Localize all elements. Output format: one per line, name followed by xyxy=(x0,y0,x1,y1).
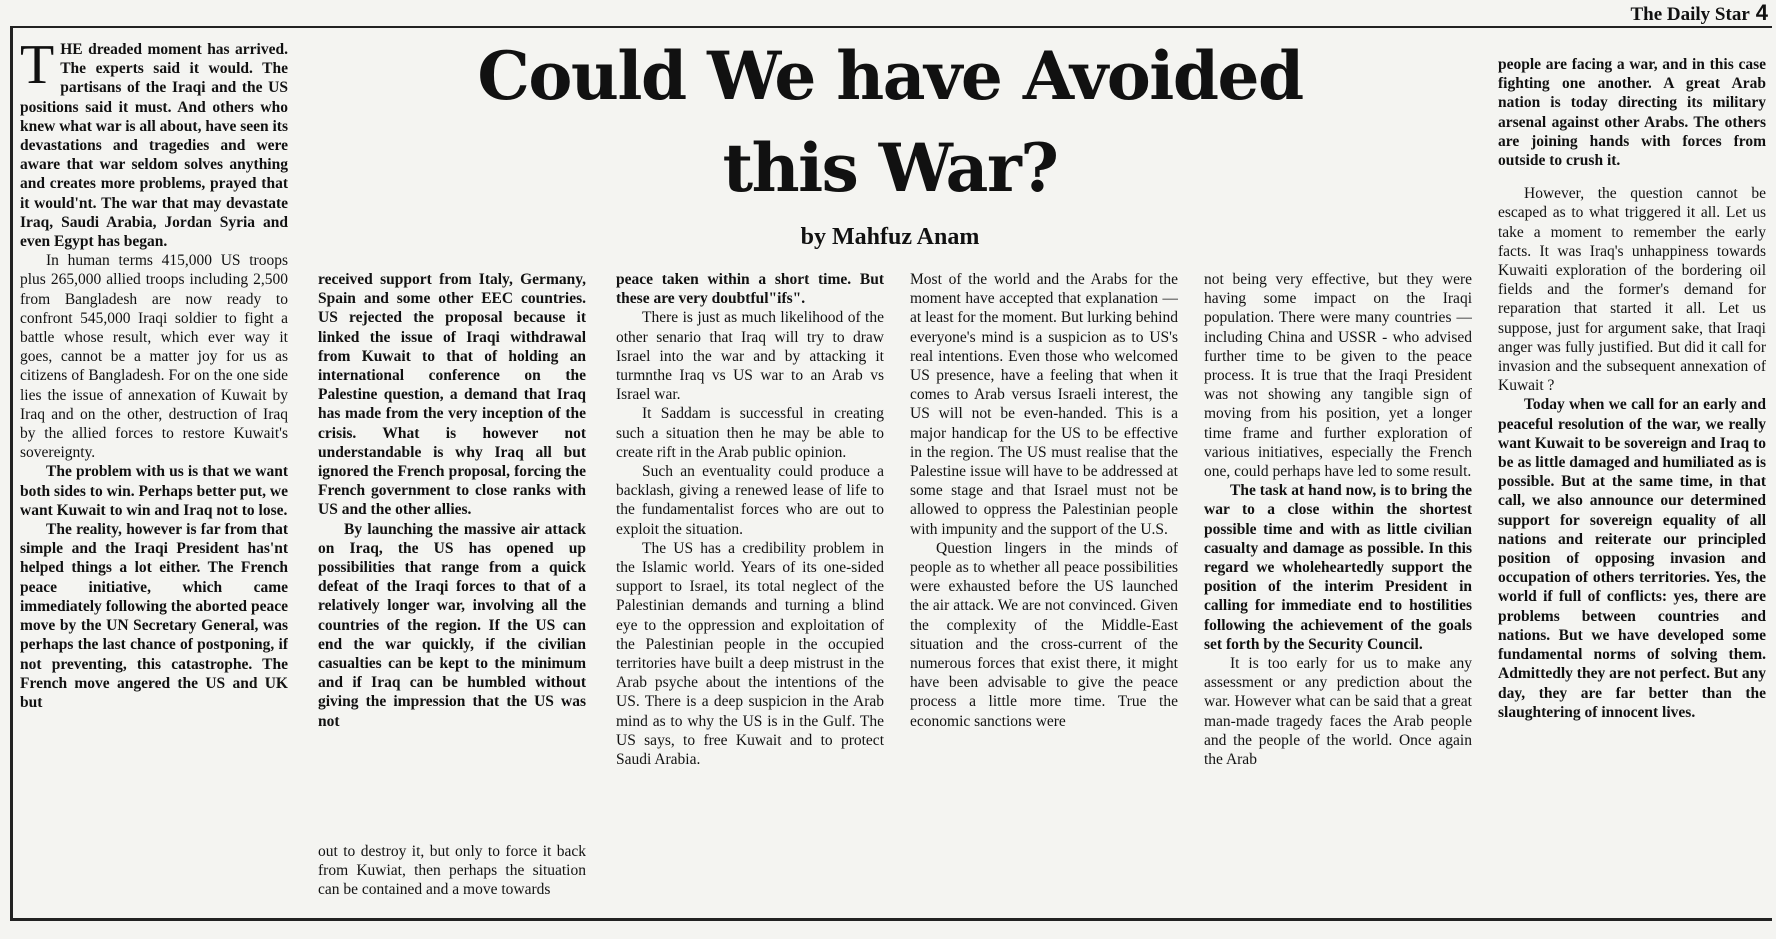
paragraph: In human terms 415,000 US troops plus 265,000 allied troops including 2,500 from Bangladesh are now ready to confront 545,000 Iraqi soldier to fight a battle whose result, which ever way it goes, cannot be a matter joy for us as citizens of Bangladesh. For on the one side lies the issue of annexation of Kuwait by Iraq and on the other, destruction of Iraq by the allied forces to restore Kuwait's sovereignty. xyxy=(20,252,288,462)
paragraph: received support from Italy, Germany, Spain and some other EEC countries. US rejected the proposal because it linked the issue of Iraqi withdrawal from Kuwait to that of holding an international conference on the Palestine question, a demand that Iraq has made from the very inception of the crisis. What is however not understandable is why Iraq all but ignored the French proposal, forcing the French government to close ranks with US and the other allies. xyxy=(318,271,586,519)
paragraph: Most of the world and the Arabs for the moment have accepted that explanation — at least for the moment. But lurking behind everyone's mind is a suspicion as to US's real intentions. Even those who welcomed US presence, have a feeling that when it comes to Arab versus Israeli interest, the US will not be even-handed. This is a major handicap for the US to be effective in the region. The US must realise that the Palestine issue will have to be addressed at some stage and that Israel must not be allowed to oppress the Palestinian people with impunity and the support of the U.S. xyxy=(910,271,1178,538)
paragraph: However, the question cannot be escaped as to what triggered it all. Let us take a moment to remember the early facts. It was Iraq's unhappiness towards Kuwaiti exploration of the bordering oil fields and the former's demand for reparation that started it all. Let us suppose, just for argument sake, that Iraqi anger was fully justified. But did it call for invasion and the subsequent annexation of Kuwait ? xyxy=(1498,185,1766,395)
paragraph: not being very effective, but they were having some impact on the Iraqi population. There were many countries — including China and USSR - who advised further time to be given to the peace process. It is true that the Iraqi President was not showing any tangible sign of moving from his position, yet a longer time frame and further exploration of various initiatives, especially the French one, could perhaps have led to some result. xyxy=(1204,271,1472,481)
article-column-2-continued xyxy=(318,842,586,918)
article-column-3 xyxy=(616,270,884,918)
paragraph: Question lingers in the minds of people as to whether all peace possibilities were exhausted before the US launched the air attack. We are not convinced. Given the complexity of the Middle-East situation and the cross-current of the numerous forces that exist there, it might have been advisable to give the peace process a little more time. True the economic sanctions were xyxy=(910,539,1178,730)
paragraph: people are facing a war, and in this case fighting one another. A great Arab nation is today directing its military arsenal against other Arabs. The others are joining hands with forces from outside to crush it. xyxy=(1498,56,1766,170)
masthead-name: The Daily Star xyxy=(1630,4,1750,25)
paragraph: Today when we call for an early and peaceful resolution of the war, we really want Kuwait to be sovereign and Iraq to be as little damaged and humiliated as is possible. But at the same time, in that call, we also announce our determined support for sovereign equality of all nations and reiterate our principled position of opposing invasion and occupation of others territories. Yes, the world if full of conflicts: yes, there are problems between countries and nations. But we have developed some fundamental norms of solving them. Admittedly they are not perfect. But any day, they are far better than the slaughtering of innocent lives. xyxy=(1498,396,1766,721)
paragraph: The US has a credibility problem in the Islamic world. Years of its one-sided support to Israel, its total neglect of the Palestinian demands and turning a blind eye to the oppression and exploitation of the Palestinian people in the occupied territories have built a deep mistrust in the Arab psyche about the intentions of the US. There is a deep suspicion in the Arab mind as to why the US is in the Gulf. The US says, to free Kuwait and to protect Saudi Arabia. xyxy=(616,539,884,769)
article-column-1 xyxy=(20,40,288,918)
paragraph: out to destroy it, but only to force it back from Kuwiat, then perhaps the situation can be contained and a move towards xyxy=(318,843,586,899)
left-rule xyxy=(10,26,13,921)
headline: Could We have Avoided this War? xyxy=(477,37,1303,207)
article-column-4 xyxy=(910,270,1178,918)
paragraph: It Saddam is successful in creating such a situation then he may be able to create rift in the Arab public opinion. xyxy=(616,405,884,461)
paragraph: There is just as much likelihood of the other senario that Iraq will try to draw Israel into the war and by attacking it turmnthe Iraq vs US war to an Arab vs Israel war. xyxy=(616,309,884,404)
top-rule xyxy=(10,26,1772,28)
masthead xyxy=(1630,0,1768,26)
paragraph: It is too early for us to make any assessment or any prediction about the war. However what can be said that a great man-made tragedy faces the Arab people and the people of the world. Once again the Arab xyxy=(1204,655,1472,769)
article-column-5 xyxy=(1204,270,1472,918)
paragraph: Such an eventuality could produce a backlash, giving a renewed lease of life to the fundamentalist forces who are out to exploit the situation. xyxy=(616,463,884,538)
page-number: 4 xyxy=(1755,0,1768,25)
bottom-rule xyxy=(10,918,1772,921)
drop-cap: T xyxy=(20,40,55,96)
article-column-2 xyxy=(318,270,586,838)
byline: by Mahfuz Anam xyxy=(800,224,980,250)
paragraph: peace taken within a short time. But these are very doubtful"ifs". xyxy=(616,271,884,308)
paragraph: THE dreaded moment has arrived. The experts said it would. The partisans of the Iraqi and the US positions said it must. And others who knew what war is all about, have seen its devastations and tragedies and were aware that war seldom solves anything and creates more problems, prayed that it would'nt. The war that may devastate Iraq, Saudi Arabia, Jordan Syria and even Egypt has began. xyxy=(20,40,288,251)
paragraph: By launching the massive air attack on Iraq, the US has opened up possibilities that range from a quick defeat of the Iraqi forces to that of a relatively longer war, involving all the countries of the region. If the US can end the war quickly, if the civilian casualties can be kept to the minimum and if Iraq can be humbled without giving the impression that the US was not xyxy=(318,520,586,730)
paragraph: The reality, however is far from that simple and the Iraqi President has'nt helped things a lot either. The French peace initiative, which came immediately following the aborted peace move by the UN Secretary General, was perhaps the last chance of postponing, if not preventing, this catastrophe. The French move angered the US and UK but xyxy=(20,521,288,711)
paragraph: The problem with us is that we want both sides to win. Perhaps better put, we want Kuwait to win and Iraq not to lose. xyxy=(20,463,288,519)
article-column-6 xyxy=(1498,55,1766,918)
paragraph: The task at hand now, is to bring the war to a close within the shortest possible time and with as little civilian casualty and damage as possible. In this regard we wholeheartedly support the position of the interim President in calling for immediate end to hostilities following the achievement of the goals set forth by the Security Council. xyxy=(1204,482,1472,653)
